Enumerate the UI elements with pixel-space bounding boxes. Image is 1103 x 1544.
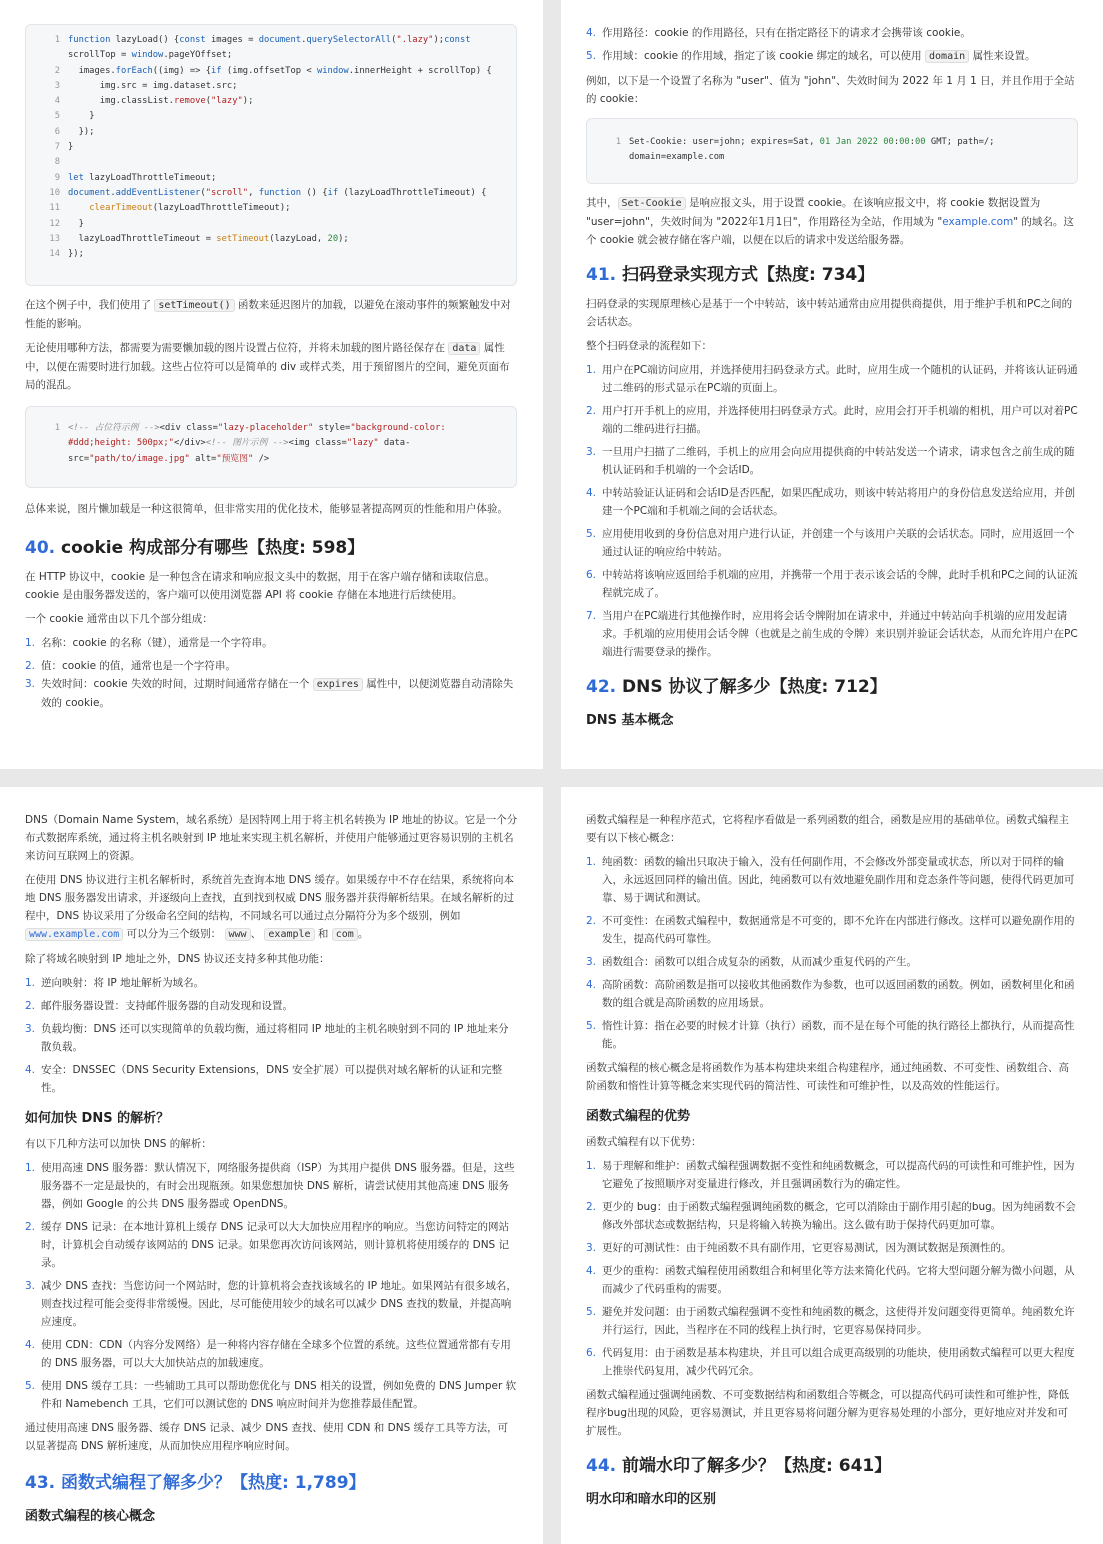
code-text: }	[68, 218, 84, 229]
list-text: 更好的可测试性：由于纯函数不具有副作用，它更容易测试，因为测试数据是预测性的。	[602, 1242, 1012, 1254]
dns-speedup-list	[25, 1159, 518, 1413]
code-line	[26, 171, 506, 186]
list-item	[25, 657, 518, 675]
paragraph: 通过使用高速 DNS 服务器、缓存 DNS 记录、减少 DNS 查找、使用 CDN 和 DNS 缓存工具等方法，可以显著提高 DNS 解析速度，从而加快应用程序响应时间。	[25, 1422, 509, 1452]
code-block-placeholder	[25, 406, 517, 488]
list-item	[25, 634, 518, 652]
list-text: 值：cookie 的值，通常也是一个字符串。	[41, 660, 236, 672]
code-line	[587, 135, 1067, 166]
list-number: 5.	[25, 1380, 36, 1392]
list-item	[586, 853, 1078, 907]
list-text: 中转站验证认证码和会话ID是否匹配，如果匹配成功，则该中转站将用户的身份信息发送给应用，并创建一个PC端和手机端之间的会话状态。	[602, 487, 1076, 517]
code-line	[26, 201, 506, 216]
dns-functions-list	[25, 974, 518, 1097]
list-text: 避免并发问题：由于函数式编程强调不变性和纯函数的概念，这使得并发问题变得更简单。纯函数允许并行运行，因此，当程序在不同的线程上执行时，它更容易保持同步。	[602, 1306, 1075, 1336]
list-item	[586, 484, 1078, 520]
code-line	[26, 94, 506, 109]
code-text: });	[68, 249, 84, 260]
list-text: 使用 DNS 缓存工具：一些辅助工具可以帮助您优化与 DNS 相关的设置，例如免费的 DNS Jumper 软件和 Namebench 工具，它们可以测试您的 DNS 响应时间并为您推荐最佳配置。	[41, 1380, 517, 1410]
list-item	[25, 1218, 518, 1272]
paragraph: 在 HTTP 协议中，cookie 是一种包含在请求和响应报文头中的数据，用于在客户端存储和读取信息。cookie 是由服务器发送的，客户端可以使用浏览器 API 将 cookie 存储在本地进行后续使用。	[25, 571, 495, 601]
document-page-3	[0, 787, 543, 1544]
section-heading-41: 41. 扫码登录实现方式【热度: 734】	[586, 265, 875, 285]
document-page-2	[561, 0, 1103, 769]
code-line	[26, 64, 506, 79]
line-number: 10	[49, 187, 60, 198]
list-number: 6.	[586, 569, 597, 581]
list-item	[586, 1198, 1078, 1234]
scan-login-steps-list	[586, 361, 1078, 661]
paragraph: 函数式编程是一种程序范式，它将程序看做是一系列函数的组合，函数是应用的基础单位。函数式编程主要有以下核心概念：	[586, 814, 1069, 844]
list-number: 1.	[586, 856, 597, 868]
list-item	[586, 1157, 1078, 1193]
code-text: document.addEventListener("scroll", function () {if (lazyLoadThrottleTimeout) {	[68, 187, 487, 198]
paragraph: 有以下几种方法可以加快 DNS 的解析：	[25, 1138, 212, 1150]
list-text: 更少的 bug：由于函数式编程强调纯函数的概念，它可以消除由于副作用引起的bug。因为纯函数不会修改外部状态或数据结构，只是将输入转换为输出。这么做有助于保持代码更加可靠。	[602, 1201, 1076, 1231]
list-number: 6.	[586, 1347, 597, 1359]
list-item	[25, 1377, 518, 1413]
code-text: }	[68, 111, 95, 122]
code-line	[26, 79, 506, 94]
list-item	[25, 997, 518, 1015]
list-number: 3.	[586, 956, 597, 968]
list-number: 4.	[25, 1339, 36, 1351]
inline-code: expires	[313, 678, 363, 691]
list-text: 更少的重构：函数式编程使用函数组合和柯里化等方法来简化代码。它将大型问题分解为微小问题，从而减少了代码重构的需要。	[602, 1265, 1075, 1295]
list-number: 1.	[25, 977, 36, 989]
list-item	[586, 1262, 1078, 1298]
inline-code-link[interactable]: www.example.com	[25, 928, 123, 941]
list-number: 3.	[25, 1280, 36, 1292]
list-text: 安全：DNSSEC（DNS Security Extensions，DNS 安全扩展）可以提供对域名解析的认证和完整性。	[41, 1064, 503, 1094]
inline-code: domain	[925, 50, 969, 63]
paragraph: 函数式编程的核心概念是将函数作为基本构建块来组合构建程序，通过纯函数、不可变性、函数组合、高阶函数和惰性计算等概念来实现代码的简洁性、可读性和可维护性，以及高效的性能运行。	[586, 1062, 1069, 1092]
list-number: 1.	[25, 1162, 36, 1174]
list-item	[586, 1303, 1078, 1339]
code-text	[68, 155, 506, 170]
code-line	[26, 421, 506, 467]
list-text: 减少 DNS 查找：当您访问一个网站时，您的计算机将会查找该域名的 IP 地址。如果网站有很多域名，则查找过程可能会变得非常缓慢。因此，尽可能使用较少的域名可以减少 DNS 查找的数量，并提高响应速度。	[41, 1280, 517, 1328]
list-item	[586, 525, 1078, 561]
code-line	[26, 125, 506, 140]
code-line	[26, 217, 506, 232]
code-text: lazyLoadThrottleTimeout = setTimeout(lazyLoad, 20);	[68, 233, 349, 244]
list-number: 4.	[586, 979, 597, 991]
fp-advantages-list	[586, 1157, 1078, 1380]
subheading: DNS 基本概念	[586, 713, 674, 728]
list-text: 当用户在PC端进行其他操作时，应用将会话令牌附加在请求中，并通过中转站向手机端的应用发起请求。手机端的应用使用会话令牌（也就是之前生成的令牌）来识别并验证会话状态，从而允许用户在PC端进行需要登录的操作。	[602, 610, 1078, 658]
inline-code: com	[332, 928, 358, 941]
list-number: 2.	[25, 1221, 36, 1233]
list-item	[25, 1277, 518, 1331]
paragraph: 除了将域名映射到 IP 地址之外，DNS 协议还支持多种其他功能：	[25, 953, 330, 965]
section-heading-42: 42. DNS 协议了解多少【热度: 712】	[586, 677, 887, 697]
cookie-parts-list	[25, 634, 518, 675]
list-item	[586, 1017, 1078, 1053]
code-line	[26, 33, 506, 64]
line-number: 14	[49, 249, 60, 260]
subheading: 函数式编程的优势	[586, 1109, 691, 1124]
list-item	[25, 1159, 518, 1213]
list-text: 代码复用：由于函数是基本构建块，并且可以组合成更高级别的功能块，使用函数式编程可以更大程度上推崇代码复用，减少代码冗余。	[602, 1347, 1075, 1377]
list-text: 缓存 DNS 记录：在本地计算机上缓存 DNS 记录可以大大加快应用程序的响应。当您访问特定的网站时，计算机会自动缓存该网站的 DNS 记录。如果您再次访问该网站，则计算机将使用缓存的 DNS 记录。	[41, 1221, 510, 1269]
list-number: 2.	[586, 915, 597, 927]
link[interactable]: example.com	[942, 216, 1014, 228]
list-item	[586, 976, 1078, 1012]
inline-code: data	[448, 342, 480, 355]
line-number: 9	[54, 172, 60, 183]
list-text: 使用高速 DNS 服务器：默认情况下，网络服务提供商（ISP）为其用户提供 DNS 服务器。但是，这些服务器不一定是最快的，有时会出现瓶颈。如果您想加快 DNS 解析，请尝试使用其他高速 DNS 服务器，例如 Google 的公共 DNS 服务器或 OpenDNS。	[41, 1162, 515, 1210]
list-number: 3.	[586, 1242, 597, 1254]
list-text: 函数组合：函数可以组合成复杂的函数，从而减少重复代码的产生。	[602, 956, 917, 968]
list-number: 1.	[586, 364, 597, 376]
line-number: 13	[49, 233, 60, 244]
inline-code: example	[264, 928, 314, 941]
inline-code: www	[225, 928, 251, 941]
list-item	[586, 912, 1078, 948]
list-text: 易于理解和维护：函数式编程强调数据不变性和纯函数概念，可以提高代码的可读性和可维护性，因为它避免了按照顺序对变量进行修改，并且强调函数行为的确定性。	[602, 1160, 1075, 1190]
fp-concepts-list	[586, 853, 1078, 1053]
line-number: 2	[54, 65, 60, 76]
paragraph: 函数式编程通过强调纯函数、不可变数据结构和函数组合等概念，可以提高代码可读性和可维护性，降低程序bug出现的风险，更容易测试，并且更容易将问题分解为更容易处理的小部分，更好地应对并发和可扩展性。	[586, 1389, 1069, 1437]
list-number: 5.	[586, 1306, 597, 1318]
paragraph: 在使用 DNS 协议进行主机名解析时，系统首先查询本地 DNS 缓存。如果缓存中不存在结果，系统将向本地 DNS 服务器发出请求，并逐级向上查找，直到找到权威 DNS 服务器并获得解析结果。在域名解析的过程中，DNS 协议采用了分级命名空间的结构，不同域名可以通过点分隔符分为多个级别，例如 www.example.com 可以分为三个级别： www 、 example 和 com 。	[25, 874, 515, 940]
list-number: 1.	[586, 1160, 597, 1172]
list-text: 纯函数：函数的输出只取决于输入，没有任何副作用，不会修改外部变量或状态，所以对于同样的输入，永远返回同样的输出值。因此，纯函数可以有效地避免副作用和竞态条件等问题，使得代码更加可靠、易于调试和测试。	[602, 856, 1075, 904]
list-number: 4.	[586, 487, 597, 499]
code-text: }	[68, 142, 74, 153]
code-text: let lazyLoadThrottleTimeout;	[68, 172, 217, 183]
list-item	[25, 1336, 518, 1372]
subheading: 函数式编程的核心概念	[25, 1509, 156, 1524]
list-text: 用户在PC端访问应用，并选择使用扫码登录方式。此时，应用生成一个随机的认证码，并将该认证码通过二维码的形式显示在PC端的页面上。	[602, 364, 1078, 394]
section-heading-44: 44. 前端水印了解多少？【热度: 641】	[586, 1456, 892, 1476]
list-text: 逆向映射：将 IP 地址解析为域名。	[41, 977, 205, 989]
line-number: 1	[615, 137, 621, 147]
list-text: 一旦用户扫描了二维码，手机上的应用会向应用提供商的中转站发送一个请求，请求包含之前生成的随机认证码和手机端的一个会话ID。	[602, 446, 1075, 476]
code-block-lazyload	[25, 24, 517, 286]
line-number: 11	[49, 203, 60, 214]
list-item	[586, 1344, 1078, 1380]
list-text: 邮件服务器设置：支持邮件服务器的自动发现和设置。	[41, 1000, 293, 1012]
list-text: 高阶函数：高阶函数是指可以接收其他函数作为参数，也可以返回函数的函数。例如，函数柯里化和函数的组合就是高阶函数的应用场景。	[602, 979, 1075, 1009]
document-page-4	[561, 787, 1103, 1544]
list-number: 2.	[25, 1000, 36, 1012]
paragraph: DNS（Domain Name System，域名系统）是因特网上用于将主机名转换为 IP 地址的协议。它是一个分布式数据库系统，通过将主机名映射到 IP 地址来实现主机名解析，并使用户能够通过更容易识别的主机名来访问互联网上的资源。	[25, 814, 518, 862]
code-line	[26, 109, 506, 124]
code-text: <!-- 占位符示例 --><div class="lazy-placeholder" style="background-color: #ddd;height: 500px;"</div><!-- 图片示例 --><img class="lazy" data-src="path/to/image.jpg" alt="预览图" />	[68, 423, 451, 464]
paragraph: 例如，以下是一个设置了名称为 "user"、值为 "john"、失效时间为 2022 年 1 月 1 日，并且作用于全站的 cookie：	[586, 75, 1075, 105]
list-text: 负载均衡：DNS 还可以实现简单的负载均衡，通过将相同 IP 地址的主机名映射到不同的 IP 地址来分散负载。	[41, 1023, 509, 1053]
code-text: images.forEach((img) => {if (img.offsetTop < window.innerHeight + scrollTop) {	[68, 65, 492, 76]
paragraph: 一个 cookie 通常由以下几个部分组成：	[25, 613, 213, 625]
list-number: 2.	[586, 1201, 597, 1213]
list-number: 5.	[586, 528, 597, 540]
code-line	[26, 232, 506, 247]
list-number: 4.	[25, 1064, 36, 1076]
subheading: 如何加快 DNS 的解析？	[25, 1111, 170, 1126]
list-item	[25, 974, 518, 992]
list-number: 1.	[25, 637, 36, 649]
section-heading-40: 40. cookie 构成部分有哪些【热度: 598】	[25, 538, 365, 558]
list-item	[586, 1239, 1078, 1257]
list-item: 3. 失效时间：cookie 失效的时间，过期时间通常存储在一个 expires 属性中，以便浏览器自动清除失效的 cookie。	[25, 678, 514, 709]
code-text: Set-Cookie: user=john; expires=Sat, 01 Jan 2022 00:00:00 GMT; path=/; domain=example.com	[629, 137, 1000, 163]
inline-code: Set-Cookie	[618, 197, 686, 210]
paragraph: 总体来说，图片懒加载是一种这很简单，但非常实用的优化技术，能够显著提高网页的性能和用户体验。	[25, 503, 508, 515]
list-item	[586, 953, 1078, 971]
code-line	[26, 155, 506, 170]
list-item	[586, 402, 1078, 438]
list-item	[25, 1061, 518, 1097]
list-item	[586, 443, 1078, 479]
list-item	[25, 1020, 518, 1056]
cookie-parts-list-cont	[586, 24, 1078, 66]
list-number: 5.	[586, 1020, 597, 1032]
list-number: 2.	[586, 405, 597, 417]
code-text: clearTimeout(lazyLoadThrottleTimeout);	[89, 203, 291, 214]
list-number: 2.	[25, 660, 36, 672]
list-text: 名称：cookie 的名称（键），通常是一个字符串。	[41, 637, 273, 649]
list-text: 中转站将该响应返回给手机端的应用，并携带一个用于表示该会话的令牌，此时手机和PC之间的认证流程就完成了。	[602, 569, 1078, 599]
code-text: function lazyLoad() {const images = document.querySelectorAll(".lazy");const scrollTop = window.pageYOffset;	[68, 35, 476, 61]
code-block-set-cookie	[586, 118, 1078, 184]
line-number: 6	[54, 126, 60, 137]
paragraph: 无论使用哪种方法，都需要为需要懒加载的图片设置占位符，并将未加载的图片路径保存在 data 属性中，以便在需要时进行加载。这些占位符可以是简单的 div 或样式类，用于预留图片的空间，避免页面布局的混乱。	[25, 342, 510, 391]
inline-code: setTimeout()	[154, 299, 234, 312]
list-item	[586, 361, 1078, 397]
paragraph: 函数式编程有以下优势：	[586, 1136, 702, 1148]
list-number: 3.	[586, 446, 597, 458]
line-number: 1	[54, 35, 60, 45]
list-item	[586, 607, 1078, 661]
list-text: 使用 CDN：CDN（内容分发网络）是一种将内容存储在全球多个位置的系统。这些位置通常都有专用的 DNS 服务器，可以大大加快站点的加载速度。	[41, 1339, 511, 1369]
line-number: 8	[54, 157, 60, 168]
code-text: });	[68, 126, 95, 137]
paragraph: 整个扫码登录的流程如下：	[586, 340, 712, 352]
list-number: 3.	[25, 1023, 36, 1035]
subheading: 明水印和暗水印的区别	[586, 1492, 717, 1507]
code-text: img.src = img.dataset.src;	[68, 80, 238, 91]
code-line	[26, 186, 506, 201]
list-item: 4. 作用路径：cookie 的作用路径，只有在指定路径下的请求才会携带该 cookie。	[586, 27, 971, 39]
line-number: 7	[54, 142, 60, 153]
code-text: img.classList.remove("lazy");	[68, 96, 254, 107]
list-number: 4.	[586, 1265, 597, 1277]
list-text: 应用使用收到的身份信息对用户进行认证，并创建一个与该用户关联的会话状态。同时，应用返回一个通过认证的响应给中转站。	[602, 528, 1075, 558]
paragraph: 在这个例子中，我们使用了 setTimeout() 函数来延迟图片的加载，以避免在滚动事件的频繁触发中对性能的影响。	[25, 299, 511, 330]
code-line	[26, 247, 506, 262]
cookie-parts-list-cont	[25, 675, 518, 712]
list-item: 5. 作用域：cookie 的作用域，指定了该 cookie 绑定的域名，可以使用 domain 属性来设置。	[586, 50, 1036, 62]
line-number: 1	[54, 423, 60, 433]
line-number: 4	[54, 96, 60, 107]
section-heading-43: 43. 函数式编程了解多少？【热度: 1,789】	[25, 1473, 366, 1493]
line-number: 5	[54, 111, 60, 122]
list-text: 不可变性：在函数式编程中，数据通常是不可变的，即不允许在内部进行修改。这样可以避免副作用的发生，提高代码可靠性。	[602, 915, 1075, 945]
list-number: 7.	[586, 610, 597, 622]
document-page-1	[0, 0, 543, 769]
paragraph: 扫码登录的实现原理核心是基于一个中转站，该中转站通常由应用提供商提供，用于维护手机和PC之间的会话状态。	[586, 298, 1073, 328]
line-number: 12	[49, 218, 60, 229]
line-number: 3	[54, 80, 60, 91]
code-line	[26, 140, 506, 155]
list-item	[586, 566, 1078, 602]
paragraph: 其中， Set-Cookie 是响应报文头，用于设置 cookie。在该响应报文中，将 cookie 数据设置为 "user=john"，失效时间为 "2022年1月1日"，作用路径为全站，作用域为 "example.com" 的域名。这个 cookie 就会被存储在客户端，以便在以后的请求中发送给服务器。	[586, 197, 1074, 246]
list-text: 惰性计算：指在必要的时候才计算（执行）函数，而不是在每个可能的执行路径上都执行，从而提高性能。	[602, 1020, 1075, 1050]
list-text: 用户打开手机上的应用，并选择使用扫码登录方式。此时，应用会打开手机端的相机，用户可以对着PC端的二维码进行扫描。	[602, 405, 1078, 435]
